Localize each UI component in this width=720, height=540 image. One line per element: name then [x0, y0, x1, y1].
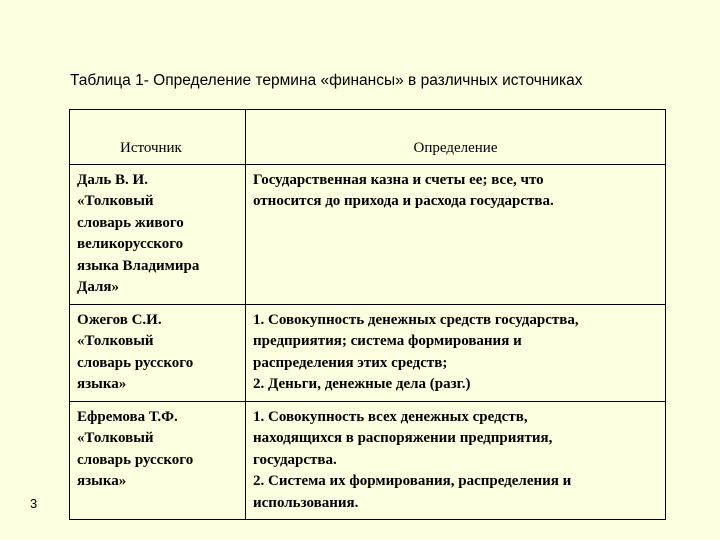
header-definition: Определение — [246, 110, 666, 165]
table-row — [70, 401, 666, 520]
definition-cell: 1. Совокупность денежных средств государства, предприятия; система формирования и распределения этих средств; 2. Деньги, денежные дела (разг.) — [246, 304, 666, 401]
source-cell: Ефремова Т.Ф. «Толковый словарь русского языка» — [70, 401, 246, 520]
source-cell: Даль В. И. «Толковый словарь живого великорусского языка Владимира Даля» — [70, 164, 246, 304]
header-source: Источник — [70, 110, 246, 165]
definition-cell: 1. Совокупность всех денежных средств, находящихся в распоряжении предприятия, государства. 2. Система их формирования, распределения и использования. — [246, 401, 666, 520]
table-header-row — [70, 110, 666, 165]
source-cell: Ожегов С.И. «Толковый словарь русского языка» — [70, 304, 246, 401]
definitions-table — [69, 109, 666, 520]
table-row — [70, 304, 666, 401]
definition-cell: Государственная казна и счеты ее; все, что относится до прихода и расхода государства. — [246, 164, 666, 304]
table-row — [70, 164, 666, 304]
page-number: 3 — [30, 496, 38, 511]
table-title: Таблица 1- Определение термина «финансы» в различных источниках — [70, 72, 583, 89]
